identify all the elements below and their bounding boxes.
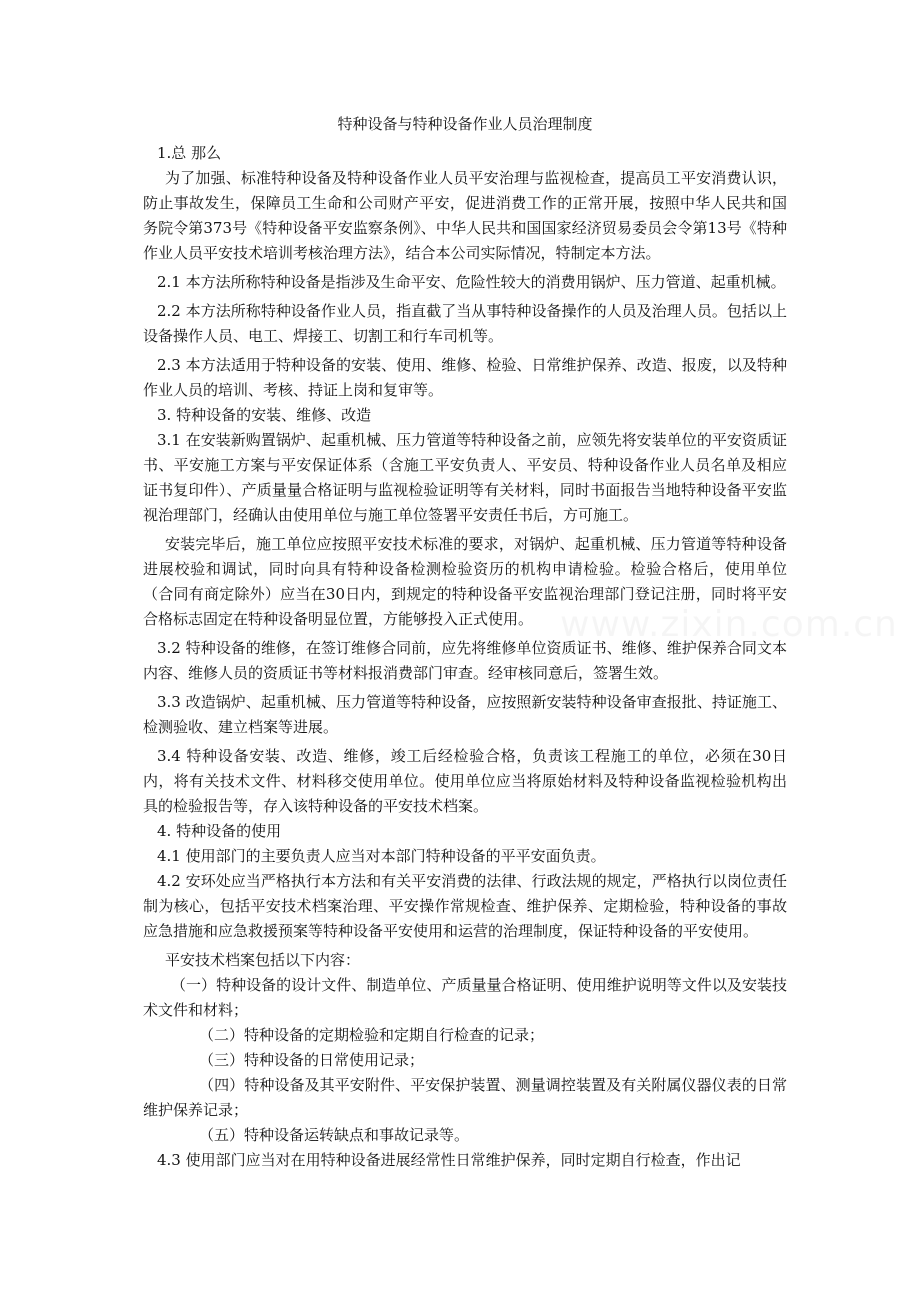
paragraph-2-1: 2.1 本方法所称特种设备是指涉及生命平安、危险性较大的消费用锅炉、压力管道、起重机械。 (157, 273, 786, 291)
paragraph-4-3: 4.3 使用部门应当对在用特种设备进展经常性日常维护保养，同时定期自行检查，作出记 (157, 1151, 741, 1169)
paragraph-3-1: 3.1 在安装新购置锅炉、起重机械、压力管道等特种设备之前，应领先将安装单位的平安资质证书、平安施工方案与平安保证体系（含施工平安负责人、平安员、特种设备作业人员名单及相应证书复印件）、产质量量合格证明与监视检验证明等有关材料，同时书面报告当地特种设备平安监视治理部门，经确认由使用单位与施工单位签署平安责任书后，方可施工。 (143, 431, 787, 524)
section-heading-usage: 4. 特种设备的使用 (157, 822, 282, 840)
paragraph-installation-complete: 安装完毕后，施工单位应按照平安技术标准的要求，对锅炉、起重机械、压力管道等特种设备进展校验和调试，同时向具有特种设备检测检验资历的机构申请检验。检验合格后，使用单位（合同有商定除外）应当在30日内，到规定的特种设备平安监视治理部门登记注册，同时将平安合格标志固定在特种设备明显位置，方能够投入正式使用。 (143, 535, 787, 628)
section-heading-installation: 3. 特种设备的安装、维修、改造 (157, 406, 372, 424)
paragraph-3-3: 3.3 改造锅炉、起重机械、压力管道等特种设备，应按照新安装特种设备审查报批、持证施工、检测验收、建立档案等进展。 (143, 693, 787, 736)
list-item-4: （四）特种设备及其平安附件、平安保护装置、测量调控装置及有关附属仪器仪表的日常维护保养记录； (143, 1076, 787, 1119)
list-item-2: （二）特种设备的定期检验和定期自行检查的记录； (199, 1026, 545, 1044)
section-heading-general: 1.总 那么 (157, 144, 222, 162)
paragraph-2-2: 2.2 本方法所称特种设备作业人员，指直截了当从事特种设备操作的人员及治理人员。包括以上设备操作人员、电工、焊接工、切割工和行车司机等。 (143, 302, 787, 345)
paragraph-4-2: 4.2 安环处应当严格执行本方法和有关平安消费的法律、行政法规的规定，严格执行以岗位责任制为核心，包括平安技术档案治理、平安操作常规检查、维护保养、定期检验，特种设备的事故应急措施和应急救援预案等特种设备平安使用和运营的治理制度，保证特种设备的平安使用。 (143, 872, 787, 940)
paragraph-4-1: 4.1 使用部门的主要负责人应当对本部门特种设备的平平安面负责。 (157, 847, 606, 865)
paragraph-purpose: 为了加强、标准特种设备及特种设备作业人员平安治理与监视检查，提高员工平安消费认识，防止事故发生，保障员工生命和公司财产平安，促进消费工作的正常开展，按照中华人民共和国务院令第373号《特种设备平安监察条例》、中华人民共和国国家经济贸易委员会令第13号《特种作业人员平安技术培训考核治理方法》，结合本公司实际情况，特制定本方法。 (143, 169, 787, 262)
paragraph-3-4: 3.4 特种设备安装、改造、维修，竣工后经检验合格，负责该工程施工的单位，必须在30日内，将有关技术文件、材料移交使用单位。使用单位应当将原始材料及特种设备监视检验机构出具的检验报告等，存入该特种设备的平安技术档案。 (143, 747, 787, 815)
paragraph-archive-intro: 平安技术档案包括以下内容： (165, 951, 361, 969)
paragraph-3-2: 3.2 特种设备的维修，在签订维修合同前，应先将维修单位资质证书、维修、维护保养合同文本内容、维修人员的资质证书等材料报消费部门审查。经审核同意后，签署生效。 (143, 639, 787, 682)
document-title: 特种设备与特种设备作业人员治理制度 (337, 115, 593, 133)
list-item-3: （三）特种设备的日常使用记录； (199, 1051, 425, 1069)
paragraph-2-3: 2.3 本方法适用于特种设备的安装、使用、维修、检验、日常维护保养、改造、报废，以及特种作业人员的培训、考核、持证上岗和复审等。 (143, 356, 787, 399)
list-item-1: （一）特种设备的设计文件、制造单位、产质量量合格证明、使用维护说明等文件以及安装技术文件和材料； (143, 976, 787, 1019)
list-item-5: （五）特种设备运转缺点和事故记录等。 (199, 1126, 470, 1144)
document-page (143, 112, 787, 1173)
